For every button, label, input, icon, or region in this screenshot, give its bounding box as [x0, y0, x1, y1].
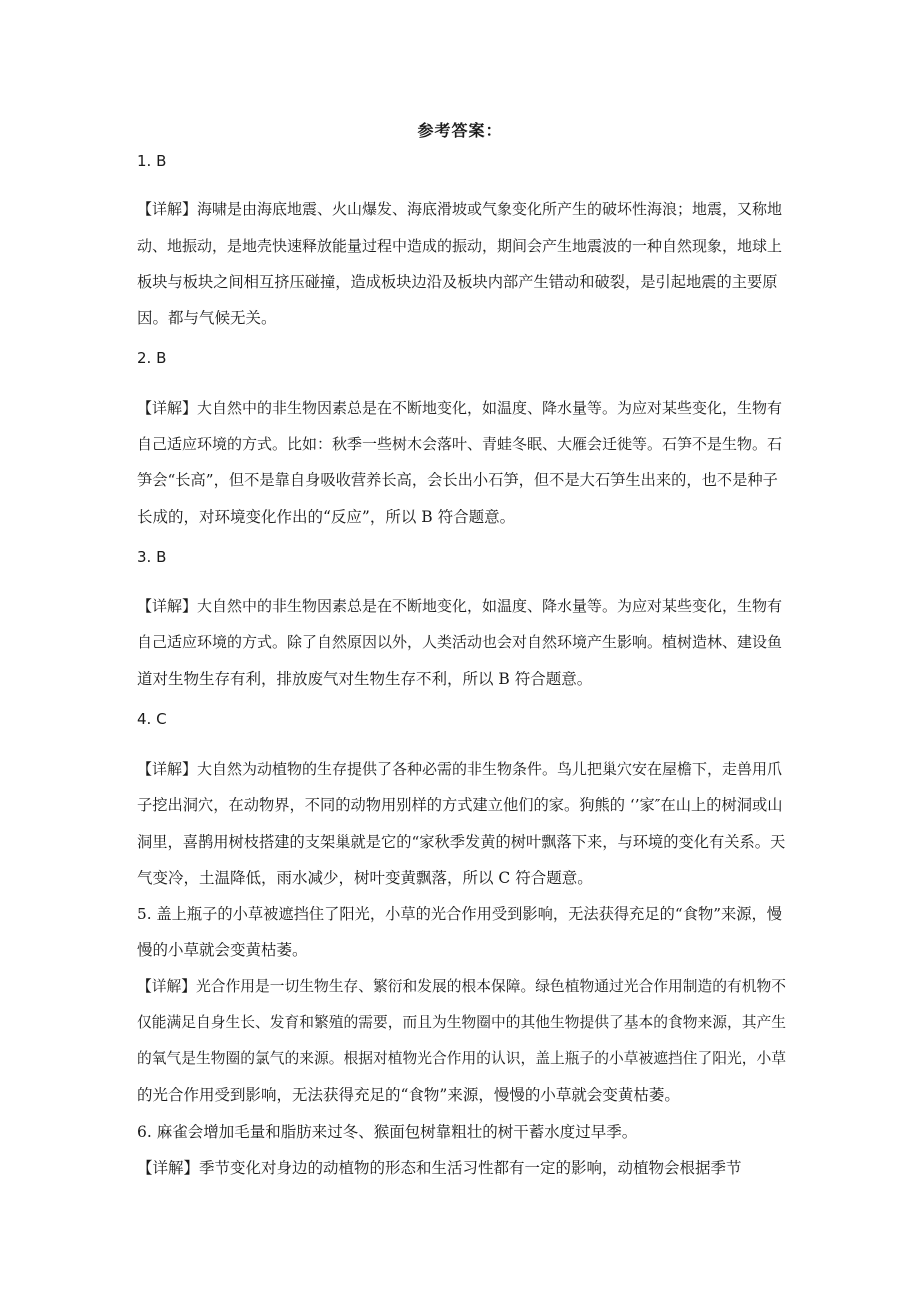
answer-number: 2. B [137, 349, 167, 367]
answer-number: 4. C [137, 710, 167, 728]
explanation-line: 【详解】光合作用是一切生物生存、繁衍和发展的根本保障。绿色植物通过光合作用制造的有机物不 [137, 978, 786, 995]
explanation-line: 子挖出洞穴，在动物界，不同的动物用别样的方式建立他们的家。狗熊的 ‘’家″在山上的树洞或山 [137, 796, 783, 814]
answer-number: 3. B [137, 548, 167, 566]
explanation-line: 的光合作用受到影响，无法获得充足的“食物”来源，慢慢的小草就会变黄枯萎。 [137, 1086, 680, 1104]
answer-text: 慢的小草就会变黄枯萎。 [137, 941, 308, 959]
answer-text: 6. 麻雀会增加毛量和脂肪来过冬、猴面包树靠粗壮的树干蓄水度过早季。 [137, 1123, 638, 1141]
answer-text: 5. 盖上瓶子的小草被遮挡住了阳光，小草的光合作用受到影响，无法获得充足的“食物”来源，慢 [137, 905, 782, 923]
answer-number: 1. B [137, 152, 167, 170]
explanation-line: 的氧气是生物圈的氯气的来源。根据对植物光合作用的认识，盖上瓶子的小草被遮挡住了阳光，小草 [137, 1050, 786, 1067]
explanation-line: 仅能满足自身生长、发育和繁殖的需要，而且为生物圈中的其他生物提供了基本的食物来源，其产生 [137, 1014, 786, 1031]
explanation-line: 因。都与气候无关。 [137, 309, 277, 327]
explanation-line: 动、地振动，是地壳快速释放能量过程中造成的振动，期间会产生地震波的一种自然现象，地球上 [137, 237, 783, 255]
explanation-line: 【详解】季节变化对身边的动植物的形态和生活习性都有一定的影响，动植物会根据季节 [137, 1159, 742, 1177]
explanation-line: 【详解】大自然为动植物的生存提供了各种必需的非生物条件。鸟儿把巢穴安在屋檐下，走兽用爪 [137, 760, 783, 778]
explanation-line: 【详解】大自然中的非生物因素总是在不断地变化，如温度、降水量等。为应对某些变化，生物有 [137, 399, 783, 417]
explanation-line: 【详解】大自然中的非生物因素总是在不断地变化，如温度、降水量等。为应对某些变化，生物有 [137, 597, 783, 615]
explanation-line: 气变冷，土温降低，雨水减少，树叶变黄飘落，所以 C 符合题意。 [137, 869, 593, 887]
page-title: 参考答案： [417, 121, 503, 140]
explanation-line: 自己适应环境的方式。除了自然原因以外，人类活动也会对自然环境产生影响。植树造林、建设鱼 [137, 633, 783, 651]
explanation-line: 笋会“长高”，但不是靠自身吸收营养长高，会长出小石笋，但不是大石笋生出来的，也不是种子 [137, 471, 778, 489]
explanation-line: 板块与板块之间相互挤压碰撞，造成板块边沿及板块内部产生错动和破裂，是引起地震的主要原 [137, 273, 778, 291]
explanation-line: 道对生物生存有利，排放废气对生物生存不利，所以 B 符合题意。 [137, 670, 593, 688]
explanation-line: 长成的，对环境变化作出的“反应”，所以 B 符合题意。 [137, 508, 516, 526]
explanation-line: 自己适应环境的方式。比如：秋季一些树木会落叶、青蛙冬眠、大雁会迁徙等。石笋不是生物。石 [137, 435, 783, 453]
explanation-line: 洞里，喜鹊用树枝搭建的支架巢就是它的“家秋季发黄的树叶飘落下来，与环境的变化有关系。天 [137, 833, 786, 851]
explanation-line: 【详解】海啸是由海底地震、火山爆发、海底滑坡或气象变化所产生的破坏性海浪；地震，又称地 [137, 200, 783, 218]
